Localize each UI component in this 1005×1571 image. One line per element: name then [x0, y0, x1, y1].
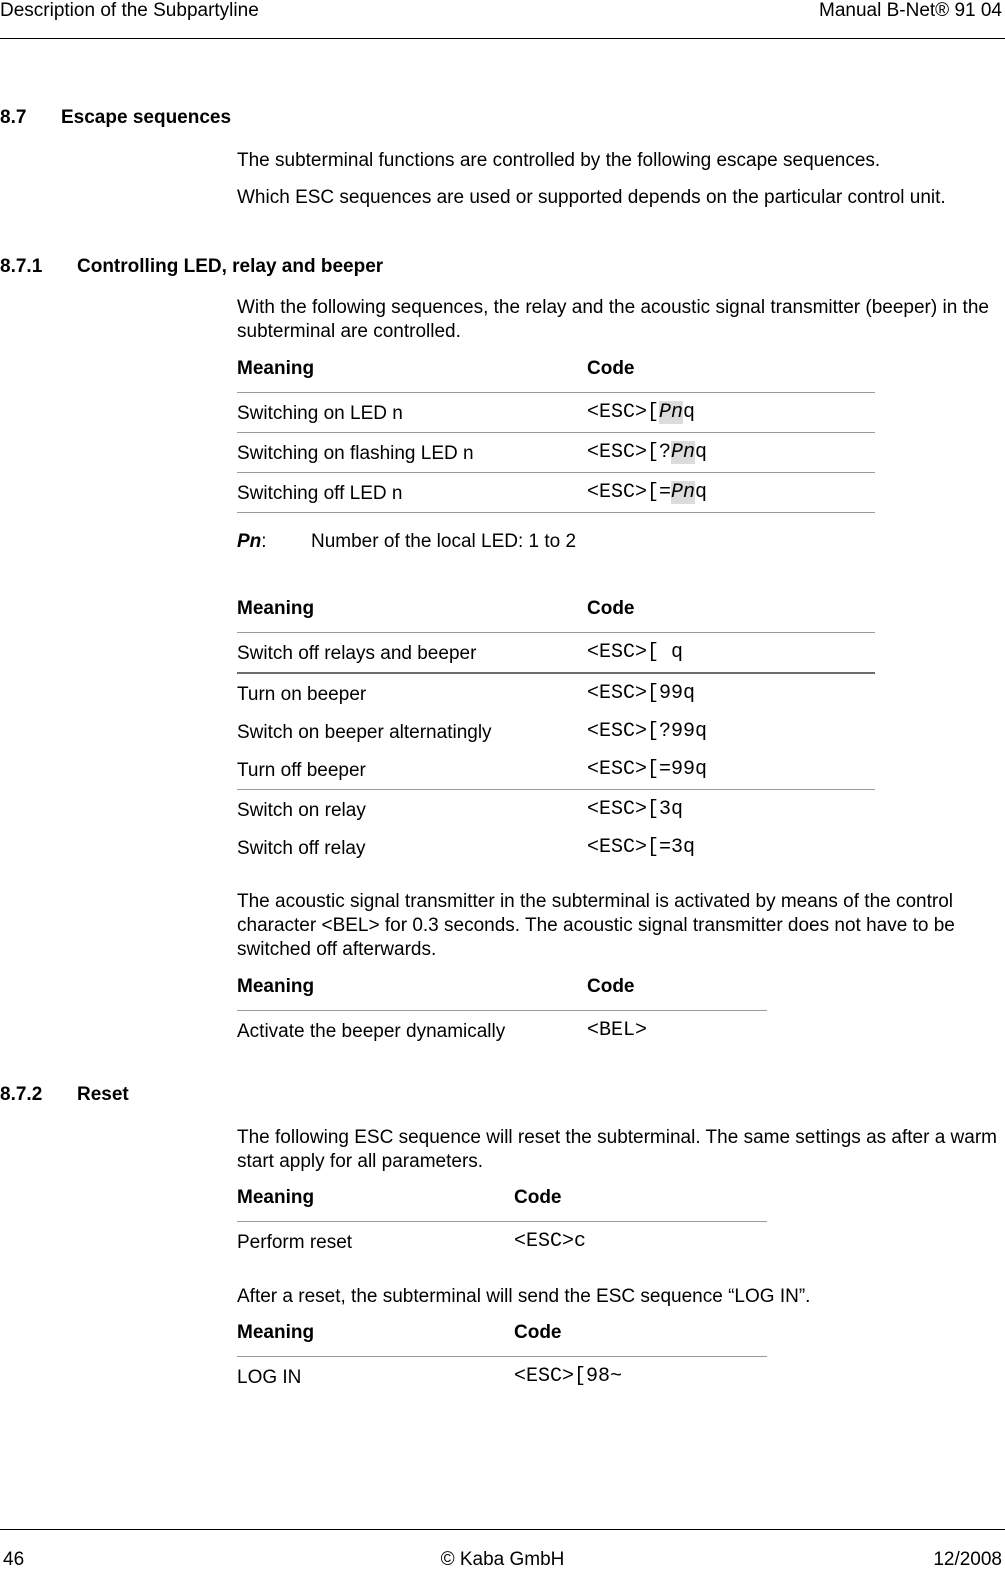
- subsection-intro: With the following sequences, the relay and the acoustic signal transmitter (beeper) in the subterminal are controlled.: [237, 297, 989, 342]
- code-variable: Pn: [659, 401, 684, 424]
- section-title: Escape sequences: [61, 107, 232, 128]
- footer-date: 12/2008: [933, 1549, 1002, 1570]
- reset-intro: The following ESC sequence will reset the subterminal. The same settings as after a warm start apply for all parameters.: [237, 1127, 997, 1172]
- row-code: <ESC>[98~: [514, 1365, 623, 1388]
- table-header-row: [237, 358, 875, 393]
- column-header-code: Code: [587, 358, 635, 379]
- row-code: <ESC>[99q: [587, 682, 696, 705]
- footer-copyright: © Kaba GmbH: [440, 1549, 565, 1570]
- row-code: <ESC>c: [514, 1230, 587, 1253]
- table-header-row: [237, 1322, 767, 1357]
- row-meaning: Turn on beeper: [237, 684, 367, 705]
- column-header-meaning: Meaning: [237, 1322, 315, 1343]
- table-row: [237, 674, 875, 712]
- table-row: [237, 1011, 767, 1050]
- section-heading: [0, 107, 231, 129]
- row-code: <ESC>[=99q: [587, 758, 708, 781]
- header-left: Description of the Subpartyline: [0, 0, 259, 21]
- code-suffix: q: [695, 441, 708, 464]
- pn-description: Number of the local LED: 1 to 2: [311, 531, 577, 552]
- table-header-row: [237, 598, 875, 633]
- code-suffix: q: [695, 481, 708, 504]
- column-header-code: Code: [587, 976, 635, 997]
- footer-divider: [0, 1529, 1005, 1530]
- table-row: [237, 473, 875, 513]
- page-number: 46: [3, 1549, 25, 1570]
- subsection-heading-2: [0, 1084, 129, 1106]
- section-paragraph-2: Which ESC sequences are used or supported depends on the particular control unit.: [237, 187, 946, 208]
- row-meaning: LOG IN: [237, 1367, 302, 1388]
- table-row: [237, 1357, 767, 1396]
- row-meaning: Switching on LED n: [237, 403, 403, 424]
- row-code: [587, 441, 707, 464]
- row-meaning: Switch off relay: [237, 838, 366, 859]
- subsection-title: Controlling LED, relay and beeper: [77, 256, 384, 277]
- row-code: <ESC>[=3q: [587, 836, 696, 859]
- login-table: [237, 1322, 767, 1396]
- table-row: [237, 633, 875, 674]
- table-row: [237, 1222, 767, 1261]
- table-header-row: [237, 1187, 767, 1222]
- subsection-number: 8.7.1: [0, 256, 43, 277]
- table-row: [237, 790, 875, 828]
- bel-table: [237, 976, 767, 1050]
- led-table: [237, 358, 875, 513]
- reset-table: [237, 1187, 767, 1261]
- column-header-meaning: Meaning: [237, 598, 315, 619]
- after-reset-paragraph: After a reset, the subterminal will send the ESC sequence “LOG IN”.: [237, 1286, 811, 1307]
- row-code: <ESC>[3q: [587, 798, 684, 821]
- header-right: Manual B-Net® 91 04: [819, 0, 1002, 21]
- row-code: <ESC>[?99q: [587, 720, 708, 743]
- subsection-title: Reset: [77, 1084, 129, 1105]
- table-row: [237, 712, 875, 750]
- bel-paragraph: The acoustic signal transmitter in the subterminal is activated by means of the control character <BEL> for 0.3 seconds. The acoustic signal transmitter does not have to be switched off afterwards.: [237, 891, 955, 960]
- row-code: [587, 481, 707, 504]
- code-prefix: <ESC>[=: [587, 481, 672, 504]
- table-row: [237, 828, 875, 866]
- section-paragraph-1: The subterminal functions are controlled by the following escape sequences.: [237, 150, 881, 171]
- code-variable: Pn: [671, 481, 696, 504]
- column-header-meaning: Meaning: [237, 358, 315, 379]
- column-header-code: Code: [514, 1322, 562, 1343]
- code-prefix: <ESC>[?: [587, 441, 672, 464]
- code-variable: Pn: [671, 441, 696, 464]
- pn-legend: [237, 531, 267, 553]
- pn-label: Pn: [237, 531, 262, 552]
- section-number: 8.7: [0, 107, 27, 128]
- header-divider: [0, 38, 1005, 39]
- subsection-heading-1: [0, 256, 383, 278]
- column-header-meaning: Meaning: [237, 1187, 315, 1208]
- row-meaning: Switching on flashing LED n: [237, 443, 474, 464]
- row-meaning: Switch on relay: [237, 800, 366, 821]
- row-code: <ESC>[ q: [587, 641, 684, 664]
- column-header-code: Code: [514, 1187, 562, 1208]
- table-row: [237, 750, 875, 790]
- code-suffix: q: [683, 401, 696, 424]
- table-row: [237, 433, 875, 473]
- row-meaning: Switch on beeper alternatingly: [237, 722, 492, 743]
- pn-colon: :: [261, 531, 267, 552]
- table-row: [237, 393, 875, 433]
- row-meaning: Activate the beeper dynamically: [237, 1021, 506, 1042]
- row-code: [587, 401, 695, 424]
- row-meaning: Turn off beeper: [237, 760, 366, 781]
- row-code: <BEL>: [587, 1019, 648, 1042]
- column-header-meaning: Meaning: [237, 976, 315, 997]
- row-meaning: Perform reset: [237, 1232, 353, 1253]
- code-prefix: <ESC>[: [587, 401, 660, 424]
- subsection-number: 8.7.2: [0, 1084, 43, 1105]
- relay-beeper-table: [237, 598, 875, 866]
- column-header-code: Code: [587, 598, 635, 619]
- table-header-row: [237, 976, 767, 1011]
- row-meaning: Switch off relays and beeper: [237, 643, 477, 664]
- row-meaning: Switching off LED n: [237, 483, 403, 504]
